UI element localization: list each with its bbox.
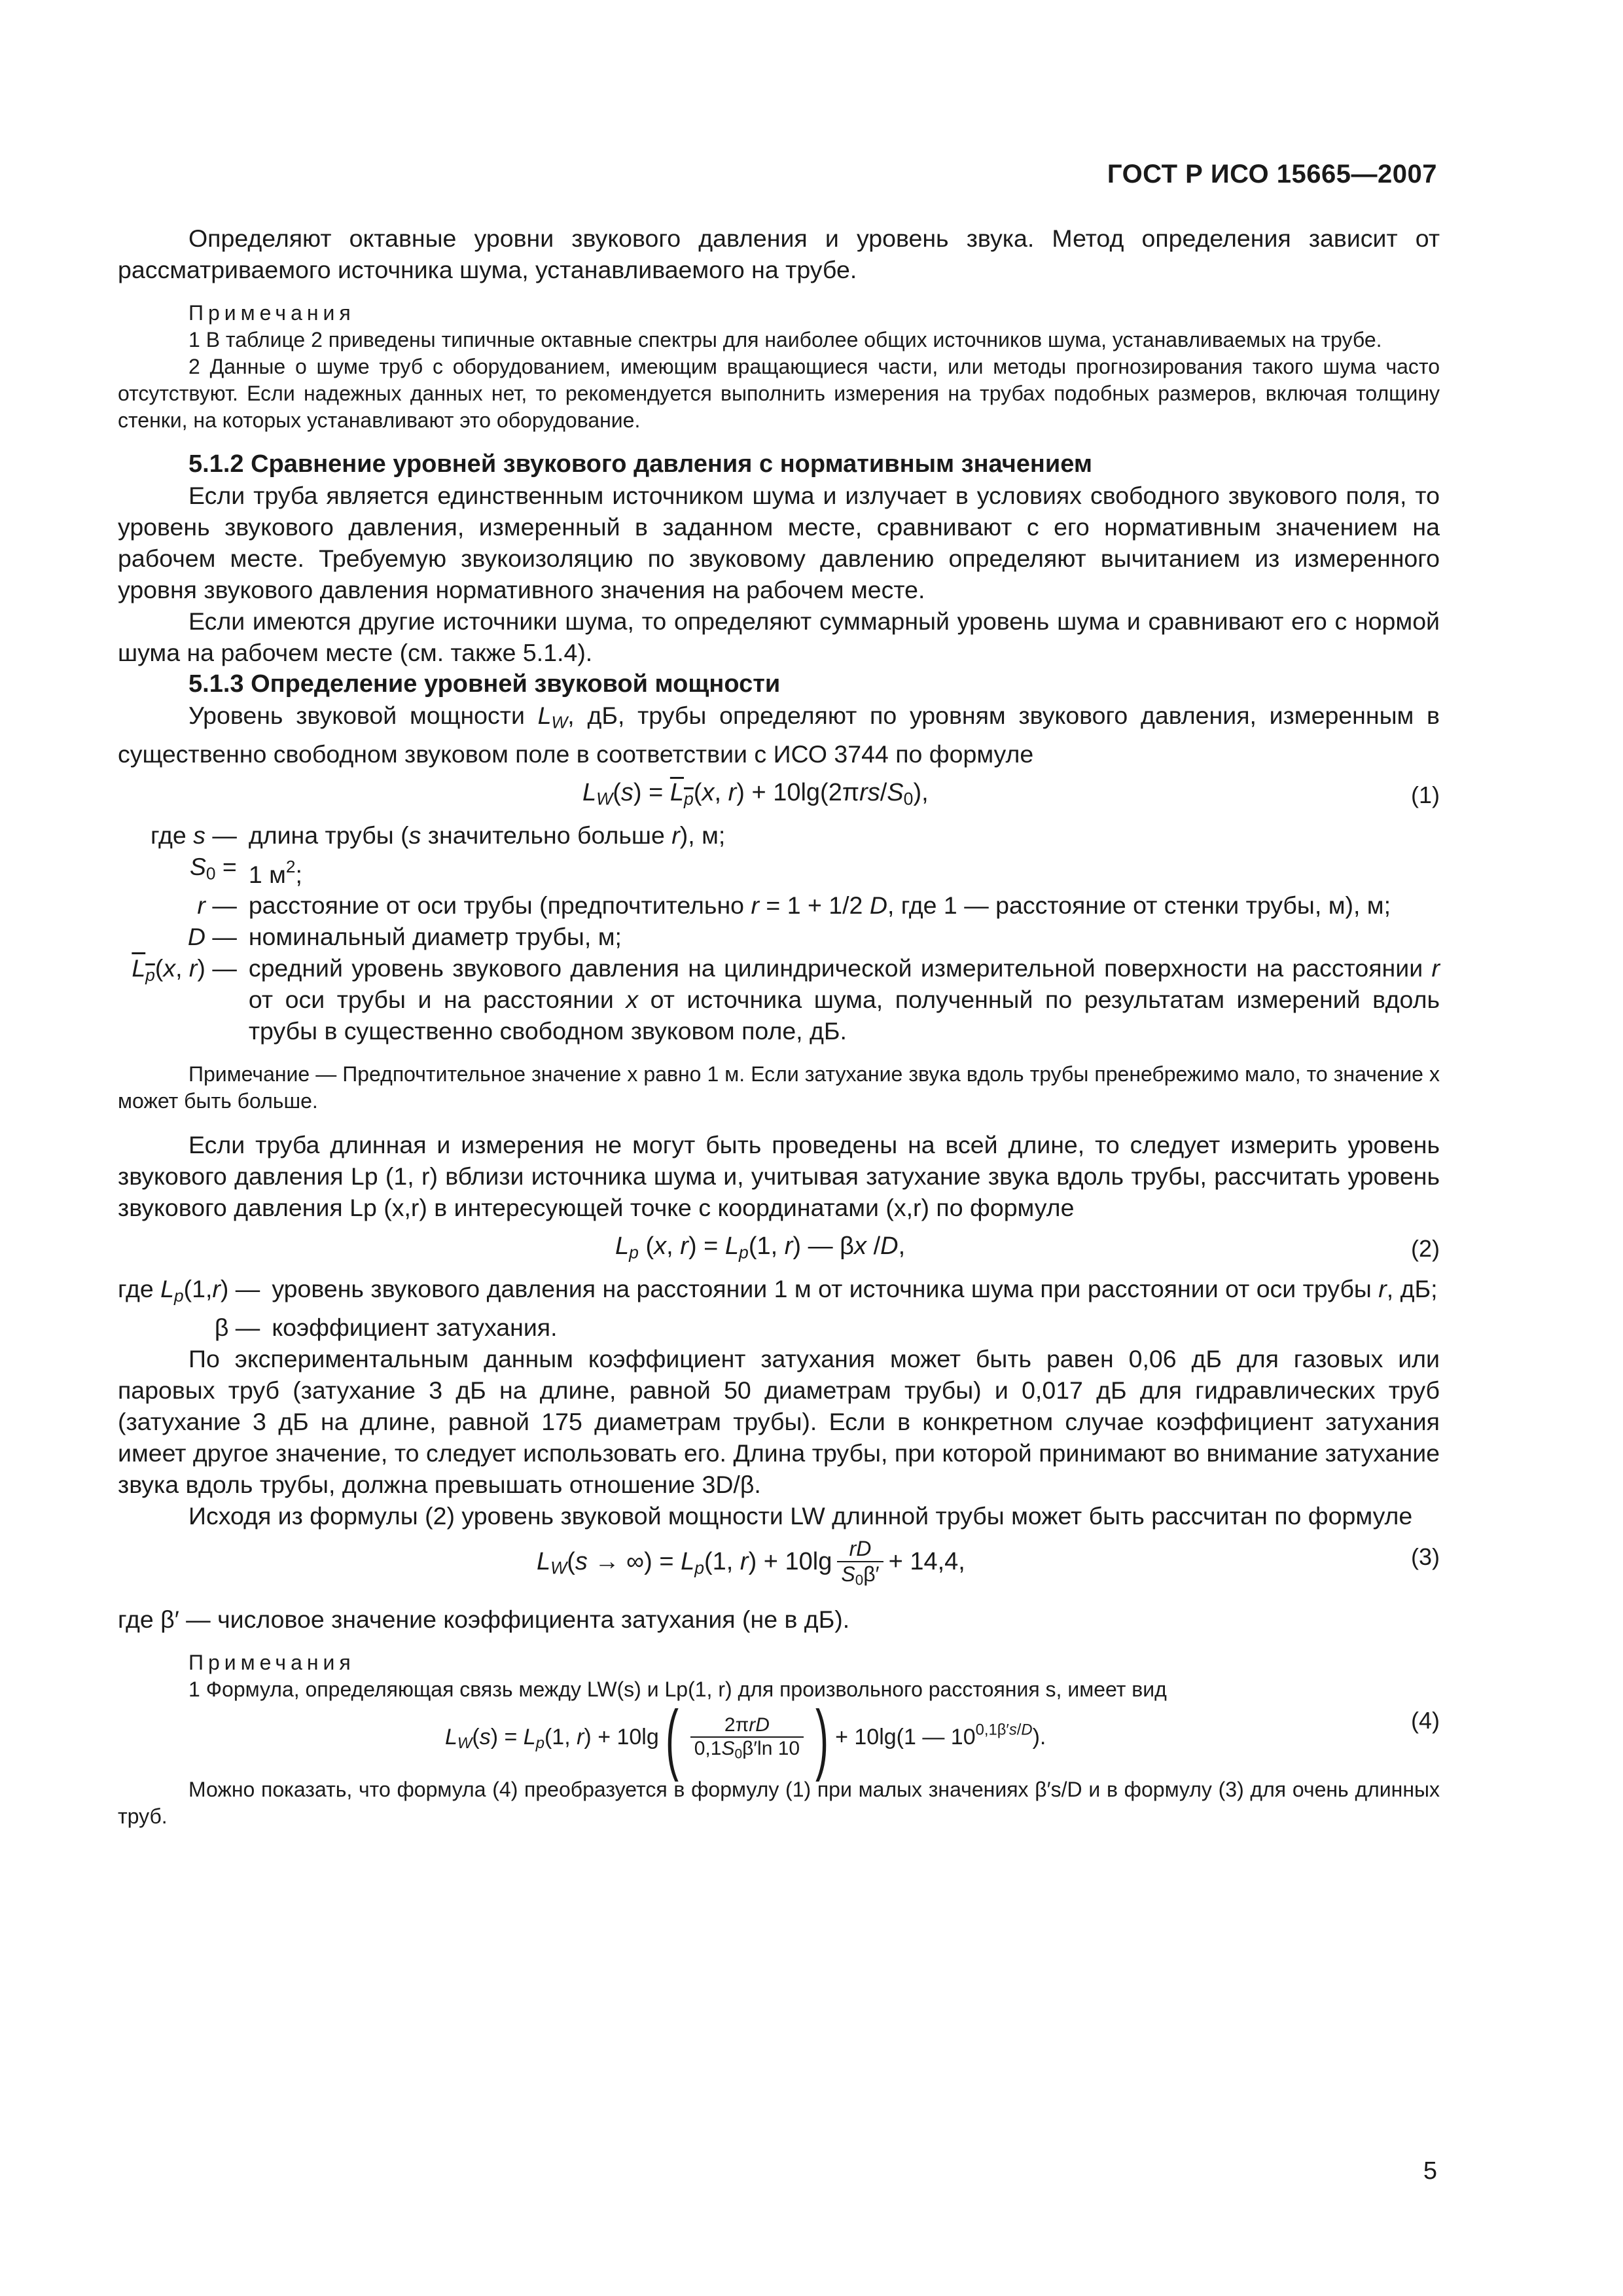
section-5-1-2-heading: 5.1.2 Сравнение уровней звукового давления с нормативным значением: [188, 450, 1092, 478]
document-id: ГОСТ Р ИСО 15665—2007: [1107, 160, 1437, 188]
formula-3-number: (3): [1411, 1543, 1440, 1570]
section-5-1-2-paragraph-1: Если труба является единственным источником шума и излучает в условиях свободного звукового поля, то уровень звукового давления, измеренный в заданном месте, сравнивают с его нормативным значением на рабочем месте. Требуемую звукоизоляцию по звуковому давлению определяют вычитанием из измеренного уровня звукового давления нормативного значения на рабочем месте.: [118, 482, 1440, 603]
definitions-list-1: [118, 819, 1440, 1047]
section-5-1-3-paragraph-5: где β′ — числовое значение коэффициента затухания (не в дБ).: [118, 1605, 850, 1633]
formula-1: $L_W(s) = L_p(x$, $r) + 10\lg(2\pi rs/S_0)$, (1): [582, 778, 1440, 809]
section-5-1-3-paragraph-1: Уровень звуковой мощности $L_W$, дБ, трубы определяют по уровням звукового давления, измеренным в существенно свободном звуковом поле в соответствии с ИСО 3744 по формуле: [118, 702, 1440, 768]
definition-item: β — коэффициент затухания.: [214, 1313, 558, 1341]
definition-item: D — номинальный диаметр трубы, м;: [187, 923, 622, 951]
section-5-1-3-heading: 5.1.3 Определение уровней звуковой мощности: [188, 670, 781, 698]
formula-2-number: (2): [1411, 1235, 1440, 1263]
note-2: 2 Данные о шуме труб с оборудованием, имеющим вращающиеся части, или методы прогнозирования такого шума часто отсутствуют. Если надежных данных нет, то рекомендуется выполнить измерения на трубах подобных размеров, включая толщину стенки, на которых устанавливают это оборудование.: [118, 355, 1440, 432]
formula-4-number: (4): [1411, 1706, 1440, 1734]
section-5-1-3-paragraph-4: Исходя из формулы (2) уровень звуковой мощности LW длинной трубы может быть рассчитан по формуле: [188, 1501, 1413, 1530]
definition-item: где $L_p(1,r)$ — уровень звукового давления на расстоянии 1 м от источника шума при расстоянии от оси трубы r, дБ;: [118, 1275, 1438, 1306]
section-5-1-3-paragraph-2: Если труба длинная и измерения не могут быть проведены на всей длине, то следует измерить уровень звукового давления Lp (1, r) вблизи источника шума и, учитывая затухание звука вдоль трубы, рассчитать уровень звукового давления Lp (x,r) в интересующей точке с координатами (x,r) по формуле: [118, 1131, 1440, 1222]
section-5-1-2-paragraph-2: Если имеются другие источники шума, то определяют суммарный уровень шума и сравнивают его с нормой шума на рабочем месте (см. также 5.1.4).: [118, 607, 1440, 666]
formula-3: $L_W(s$ → ∞) = $L_p(1$, r) + 10lg $\frac{rD}{S_0\beta'}$ + 14,4, (3): [537, 1536, 1440, 1588]
notes-heading-2: Примечания: [188, 1650, 355, 1674]
definition-item: где s — длина трубы (s значительно больше r), м;: [151, 821, 726, 849]
definitions-list-2: [118, 1273, 1438, 1343]
definition-item: $S_0$ = 1 $м^2$;: [189, 852, 302, 888]
formula-2: $L_p$ (x, $r) = L_p(1$, r) — βx /D, (2): [615, 1232, 1440, 1263]
intro-paragraph: Определяют октавные уровни звукового давления и уровень звука. Метод определения зависит от рассматриваемого источника шума, устанавливаемого на трубе.: [118, 224, 1440, 283]
definition-item: r — расстояние от оси трубы (предпочтительно r = 1 + 1/2 D, где 1 — расстояние от стенки трубы, м), м;: [197, 891, 1391, 920]
note-single: Примечание — Предпочтительное значение x равно 1 м. Если затухание звука вдоль трубы пренебрежимо мало, то значение x может быть больше.: [118, 1062, 1440, 1113]
note-1: 1 В таблице 2 приведены типичные октавные спектры для наиболее общих источников шума, устанавливаемых на трубе.: [188, 328, 1382, 351]
page-content: [118, 223, 1440, 1830]
formula-4: $L_W(s) = L_p(1$, r) + 10lg( $\frac{\text{2πrD}}{0,1S_0\beta'\ln 10}$ ) + 10lg(1 — $10^{0,1\beta's/D}$). (4): [445, 1694, 1440, 1782]
definition-item: $L_p(x$, r) — средний уровень звукового давления на цилиндрической измерительной поверхности на расстоянии r от оси трубы и на расстоянии x от источника шума, полученный по результатам измерений вдоль трубы в существенно свободном звуковом поле, дБ.: [132, 954, 1440, 1045]
section-5-1-3-paragraph-6: Можно показать, что формула (4) преобразуется в формулу (1) при малых значениях β′s/D и в формулу (3) для очень длинных труб.: [118, 1777, 1440, 1828]
page-number: 5: [1423, 2157, 1437, 2185]
formula-1-number: (1): [1411, 781, 1440, 808]
note-2-1: 1 Формула, определяющая связь между LW(s) и Lp(1, r) для произвольного расстояния s, имеет вид: [188, 1677, 1167, 1701]
notes-heading: Примечания: [188, 301, 355, 325]
section-5-1-3-paragraph-3: По экспериментальным данным коэффициент затухания может быть равен 0,06 дБ для газовых или паровых труб (затухание 3 дБ на длине, равной 50 диаметрам трубы) и 0,017 дБ для гидравлических труб (затухание 3 дБ на длине, равной 175 диаметрам трубы). Если в конкретном случае коэффициент затухания имеет другое значение, то следует использовать его. Длина трубы, при которой принимают во внимание затухание звука вдоль трубы, должна превышать отношение 3D/β.: [118, 1344, 1440, 1498]
